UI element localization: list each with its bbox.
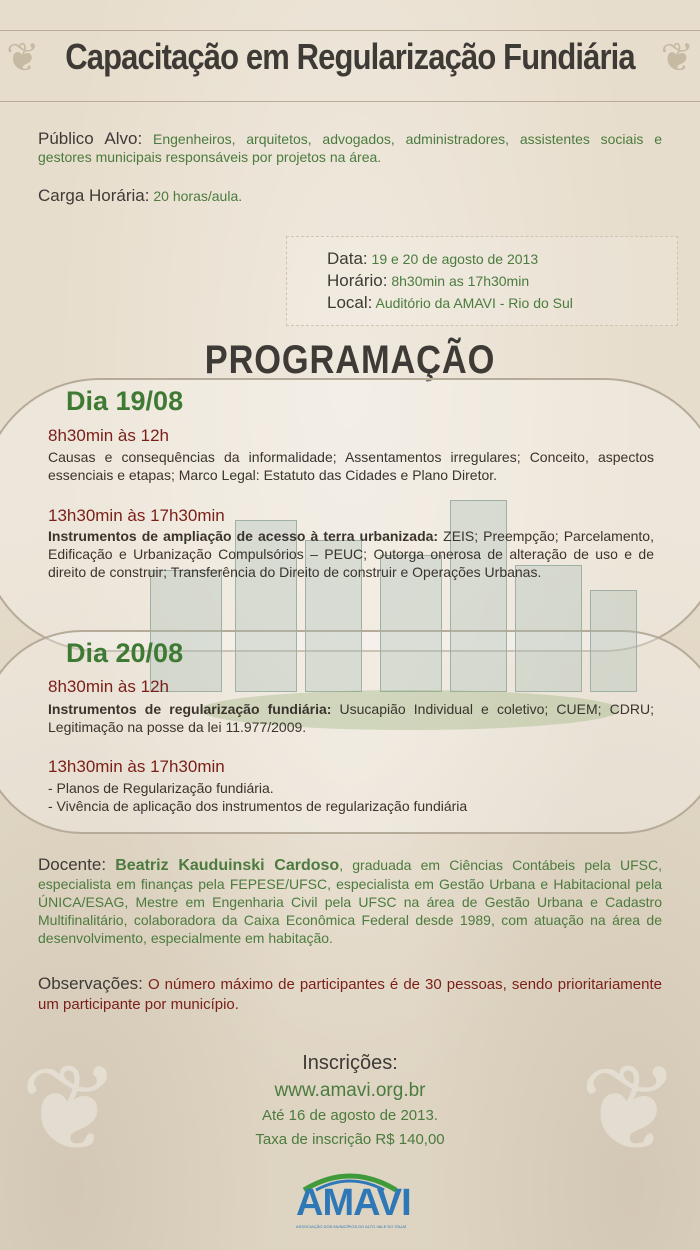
- day1-morning-time: 8h30min às 12h: [48, 426, 169, 445]
- flourish-right-icon: ❦: [579, 1040, 680, 1179]
- local-label: Local:: [327, 293, 373, 312]
- day2-afternoon-time: 13h30min às 17h30min: [48, 757, 225, 776]
- title-top-rule: [0, 30, 700, 31]
- amavi-logo: [296, 1168, 411, 1234]
- carga-horaria: [38, 187, 662, 205]
- day1-afternoon-bold: Instrumentos de ampliação de acesso à terra urbanizada:: [48, 528, 439, 544]
- day1-afternoon-time: 13h30min às 17h30min: [48, 506, 225, 525]
- data-value: 19 e 20 de agosto de 2013: [371, 251, 539, 267]
- inscricoes-label: Inscrições:: [302, 1052, 398, 1074]
- event-info: [327, 248, 573, 314]
- carga-text: 20 horas/aula.: [153, 188, 243, 204]
- logo-wordmark: AMAVI: [296, 1182, 411, 1224]
- day1-afternoon: [48, 527, 654, 581]
- docente-label: Docente:: [38, 855, 107, 874]
- list-item: - Vivência de aplicação dos instrumentos de regularização fundiária: [48, 798, 468, 814]
- inscricoes-fee: Taxa de inscrição R$ 140,00: [255, 1131, 445, 1148]
- horario-value: 8h30min as 17h30min: [391, 273, 530, 289]
- programacao-heading: PROGRAMAÇÃO: [204, 338, 496, 382]
- building-shape: [590, 590, 637, 692]
- day2-morning: [48, 700, 654, 736]
- horario-label: Horário:: [327, 271, 388, 290]
- day2-morning-text: Usucapião Individual e coletivo; CUEM; CDRU; Legitimação na posse da lei 11.977/2009.: [48, 701, 654, 735]
- day1-afternoon-text: ZEIS; Preempção; Parcelamento, Edificação e Urbanização Compulsórios – PEUC; Outorga onerosa de alteração de uso e de direito de construir; Transferência do Direito de construir e Operações Urbanas.: [48, 528, 654, 580]
- publico-label: Público Alvo:: [38, 129, 143, 148]
- ornament-right-icon: ❦: [660, 35, 694, 81]
- docente-name: Beatriz Kauduinski Cardoso: [115, 857, 340, 874]
- day2-morning-bold: Instrumentos de regularização fundiária:: [48, 701, 332, 717]
- inscricoes-url[interactable]: www.amavi.org.br: [274, 1080, 426, 1101]
- title-bottom-rule: [0, 101, 700, 102]
- day2-morning-time: 8h30min às 12h: [48, 677, 169, 696]
- list-item: - Planos de Regularização fundiária.: [48, 780, 274, 796]
- day1-morning-text: Causas e consequências da informalidade; Assentamentos irregulares; Conceito, aspectos essenciais e etapas; Marco Legal: Estatuto das Cidades e Plano Diretor.: [48, 449, 654, 483]
- day1-title: Dia 19/08: [66, 386, 184, 416]
- logo-tagline: ASSOCIAÇÃO DOS MUNICÍPIOS DO ALTO VALE DO ITAJAÍ: [296, 1224, 407, 1229]
- day2-afternoon-list: [48, 779, 654, 815]
- day2-title: Dia 20/08: [66, 638, 184, 668]
- publico-text: Engenheiros, arquitetos, advogados, administradores, assistentes sociais e gestores municipais responsáveis por projetos na área.: [38, 131, 662, 165]
- inscricoes-deadline: Até 16 de agosto de 2013.: [262, 1107, 438, 1124]
- observacoes: [38, 974, 662, 1015]
- observacoes-text: O número máximo de participantes é de 30 pessoas, sendo prioritariamente um participante por município.: [38, 976, 662, 1013]
- flourish-left-icon: ❦: [20, 1040, 121, 1179]
- publico-alvo: [38, 130, 662, 166]
- observacoes-label: Observações:: [38, 974, 143, 993]
- building-shape: [150, 570, 222, 692]
- ornament-left-icon: ❦: [6, 35, 40, 81]
- carga-label: Carga Horária:: [38, 186, 150, 205]
- data-label: Data:: [327, 249, 368, 268]
- docente: [38, 856, 662, 947]
- building-shape: [515, 565, 582, 692]
- docente-text: , graduada em Ciências Contábeis pela UFSC, especialista em finanças pela FEPESE/UFSC, especialista em Gestão Urbana e Habitacional pela ÚNICA/ESAG, Mestre em Engenharia Civil pela UFSC na área de Gestão Urbana e Cadastro Multifinalitário, colaboradora da Caixa Econômica Federal desde 1989, com atuação na área de desenvolvimento, especialmente em habitação.: [38, 857, 663, 946]
- page-title: Capacitação em Regularização Fundiária: [65, 36, 635, 77]
- local-value: Auditório da AMAVI - Rio do Sul: [375, 295, 573, 311]
